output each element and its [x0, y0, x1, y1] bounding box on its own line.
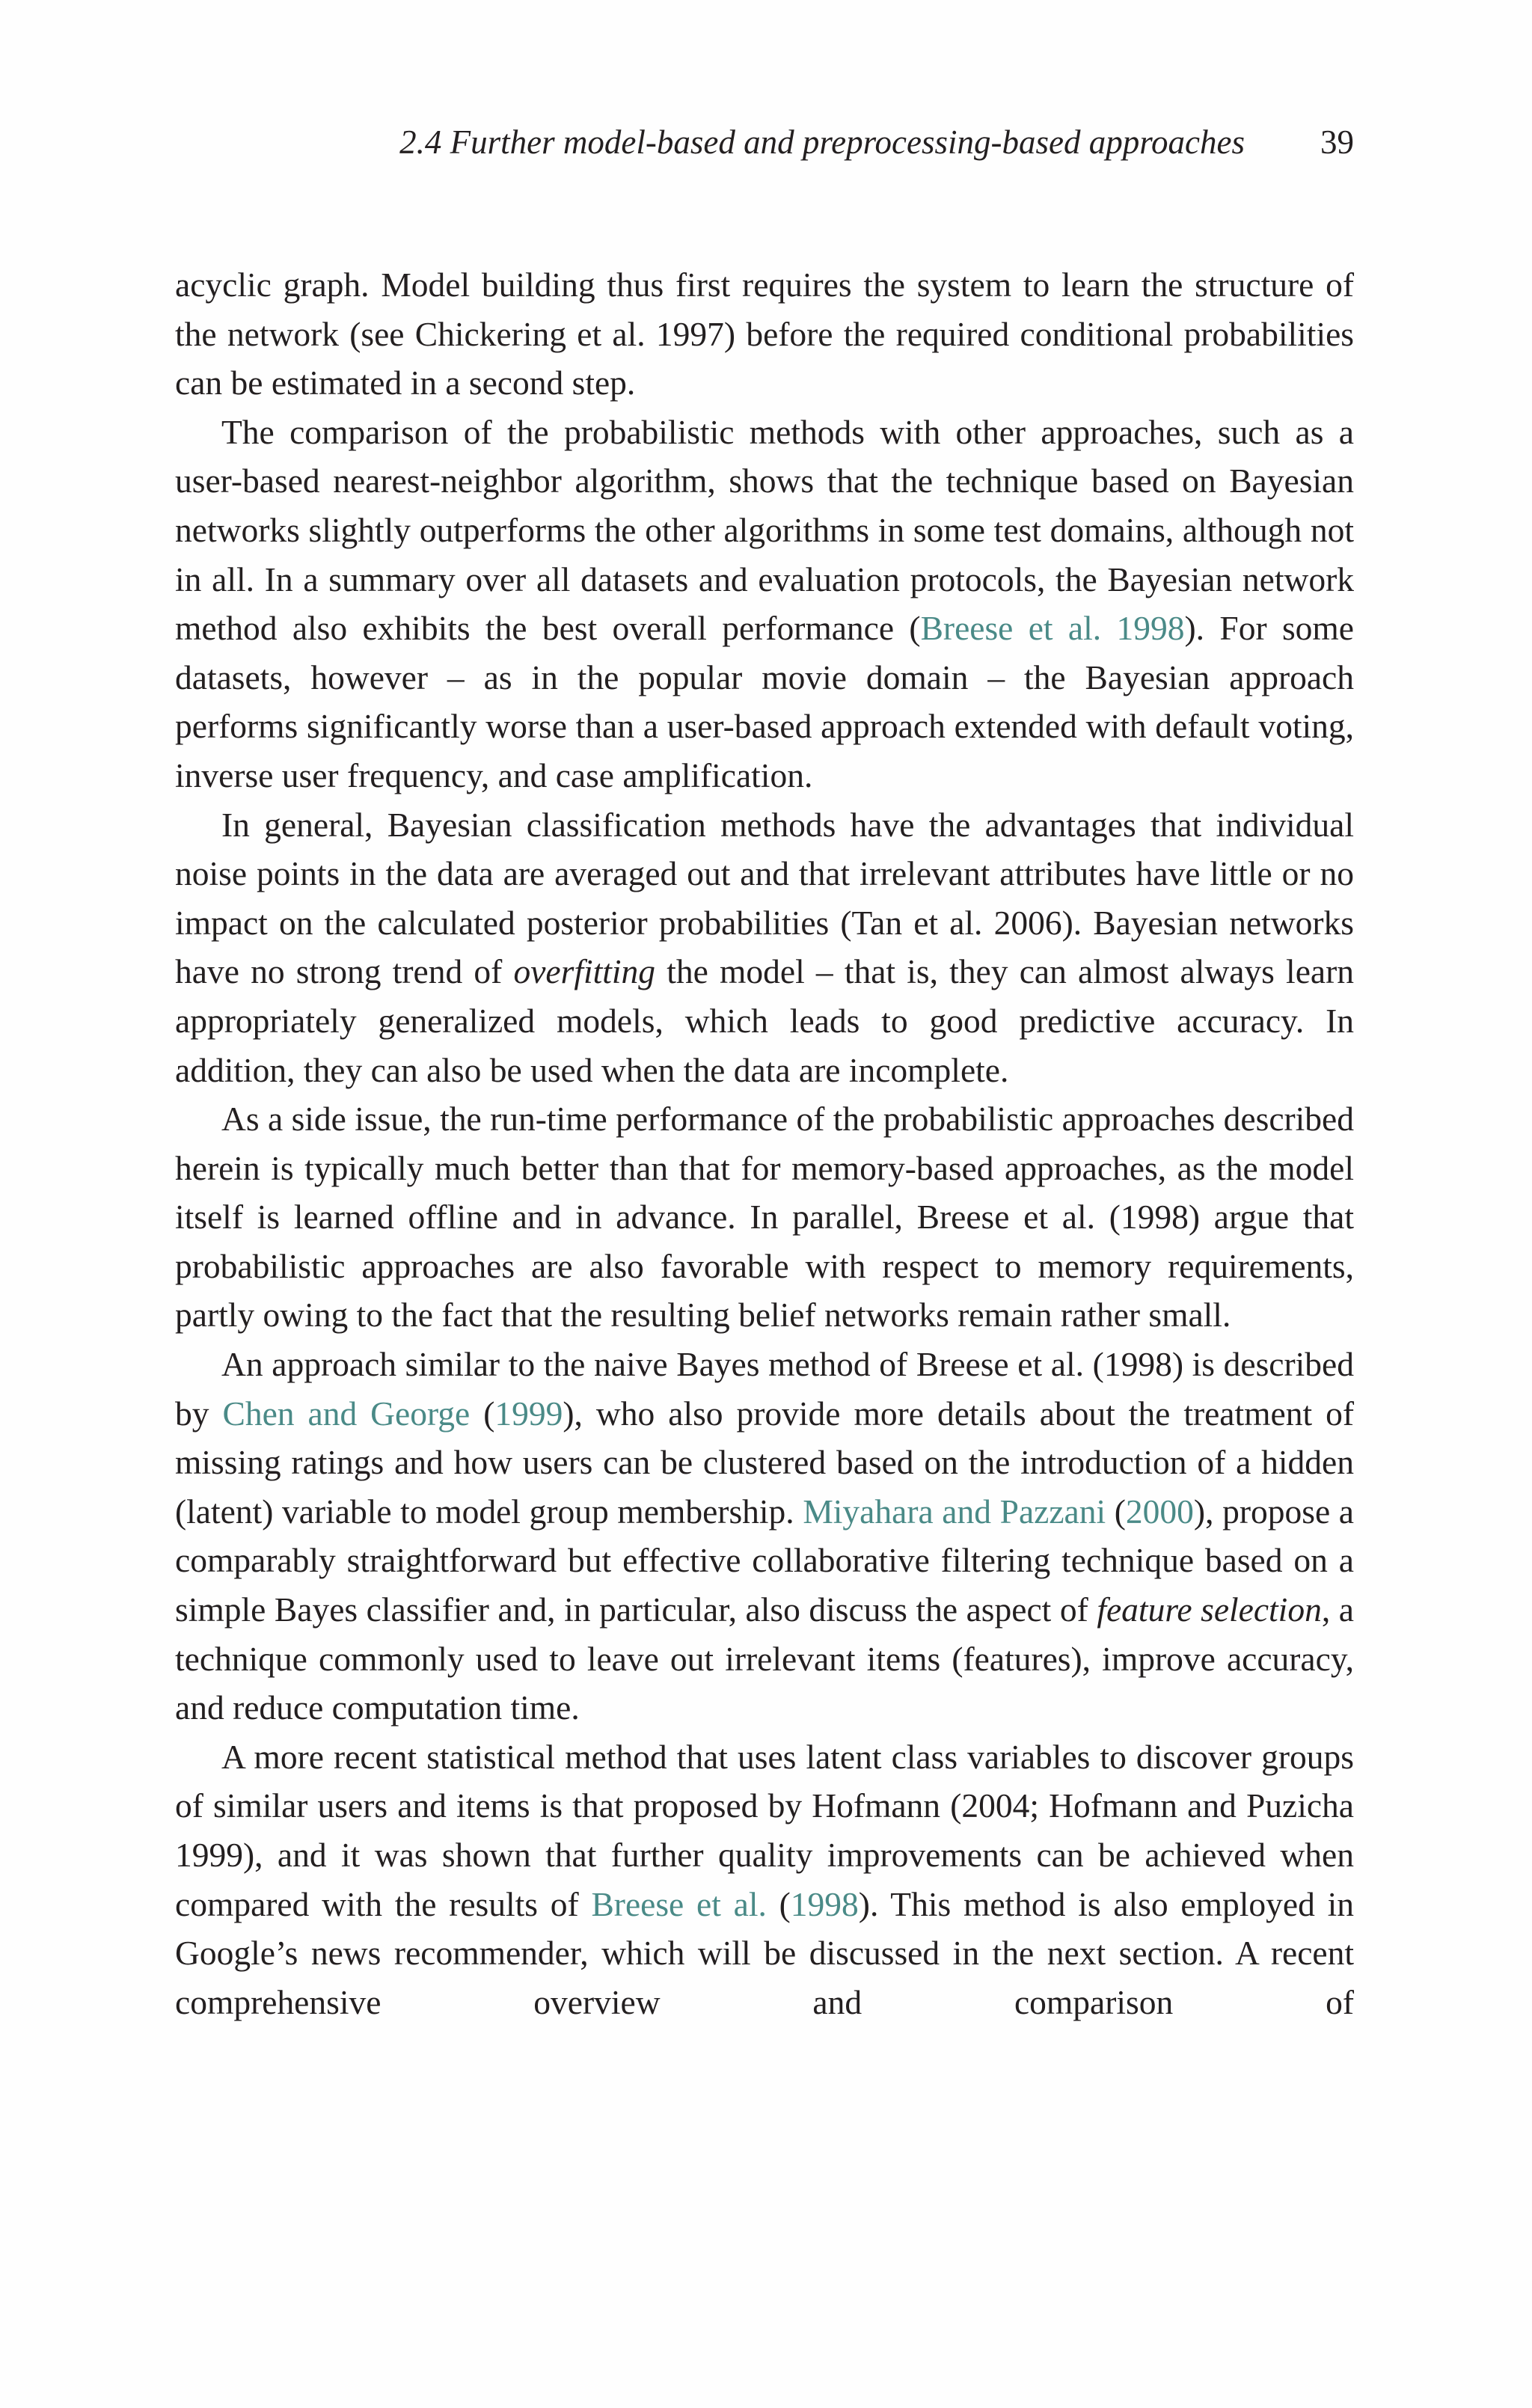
- paragraph-6-text-a: A more recent statistical method that uses latent class variables to discover groups of similar users and items is that proposed by Hofmann (2004; Hofmann and Puzicha 1999), and it was shown that further quality improvements can be achieved when compared with the results of: [175, 1737, 1354, 1923]
- citation-link-miyahara-pazzani[interactable]: Miyahara and Pazzani: [803, 1492, 1106, 1531]
- paragraph-5-text-d: (: [1106, 1492, 1126, 1531]
- emphasis-overfitting: overfitting: [513, 952, 656, 991]
- paragraph-2-text-b: ). For some datasets, however – as in the popular movie domain – the Bayesian approach performs significantly worse than a user-based approach extended with default voting, inverse user frequency, and case amplification.: [175, 609, 1354, 794]
- page-number: 39: [1320, 123, 1354, 161]
- paragraph-5-text-b: (: [470, 1394, 495, 1433]
- section-title: 2.4 Further model-based and preprocessing-based approaches: [399, 123, 1245, 161]
- paragraph-2-text-a: The comparison of the probabilistic methods with other approaches, such as a user-based nearest-neighbor algorithm, shows that the technique based on Bayesian networks slightly outperforms the other algorithms in some test domains, although not in all. In a summary over all datasets and evaluation protocols, the Bayesian network method also exhibits the best overall performance (: [175, 412, 1354, 648]
- paragraph-6: [175, 1733, 1354, 2027]
- citation-link-1998[interactable]: 1998: [790, 1884, 859, 1923]
- paragraph-5-text-c: ), who also provide more details about the treatment of missing ratings and how users can be clustered based on the introduction of a hidden (latent) variable to model group membership.: [175, 1394, 1355, 1531]
- emphasis-feature-selection: feature selection: [1097, 1590, 1322, 1629]
- paragraph-4: [175, 1094, 1354, 1340]
- citation-link-chen-george[interactable]: Chen and George: [222, 1394, 471, 1433]
- body-text: [175, 260, 1354, 2026]
- paragraph-4-text: As a side issue, the run-time performance of the probabilistic approaches described herein is typically much better than that for memory-based approaches, as the model itself is learned offline and in advance. In parallel, Breese et al. (1998) argue that probabilistic approaches are also favorable with respect to memory requirements, partly owing to the fact that the resulting belief networks remain rather small.: [175, 1100, 1354, 1335]
- running-header: [175, 120, 1354, 165]
- paragraph-5-text-f: , a technique commonly used to leave out irrelevant items (features), improve accuracy, and reduce computation time.: [175, 1590, 1354, 1727]
- paragraph-1: [175, 260, 1354, 408]
- paragraph-1-text: acyclic graph. Model building thus first requires the system to learn the structure of the network (see Chickering et al. 1997) before the required conditional probabilities can be estimated in a second step.: [175, 266, 1354, 402]
- paragraph-3-text-b: the model – that is, they can almost always learn appropriately generalized models, which leads to good predictive accuracy. In addition, they can also be used when the data are incomplete.: [175, 952, 1354, 1089]
- paragraph-6-text-b: (: [766, 1884, 791, 1923]
- paragraph-2: [175, 408, 1354, 800]
- citation-link-breese-et-al[interactable]: Breese et al.: [591, 1884, 767, 1923]
- paragraph-3-text-a: In general, Bayesian classification methods have the advantages that individual noise points in the data are averaged out and that irrelevant attributes have little or no impact on the calculated posterior probabilities (Tan et al. 2006). Bayesian networks have no strong trend of: [175, 805, 1354, 991]
- paragraph-5: [175, 1340, 1354, 1733]
- citation-link-1999[interactable]: 1999: [494, 1394, 563, 1433]
- paragraph-5-text-a: An approach similar to the naive Bayes method of Breese et al. (1998) is described by: [175, 1345, 1354, 1433]
- paragraph-5-text-e: ), propose a comparably straightforward but effective collaborative filtering technique based on a simple Bayes classifier and, in particular, also discuss the aspect of: [175, 1492, 1354, 1629]
- paragraph-6-text-c: ). This method is also employed in Google’s news recommender, which will be discussed in the next section. A recent comprehensive overview and comparison of: [175, 1884, 1355, 2021]
- paragraph-3: [175, 800, 1354, 1095]
- citation-link-2000[interactable]: 2000: [1125, 1492, 1194, 1531]
- citation-link-breese-1998[interactable]: Breese et al. 1998: [920, 609, 1185, 648]
